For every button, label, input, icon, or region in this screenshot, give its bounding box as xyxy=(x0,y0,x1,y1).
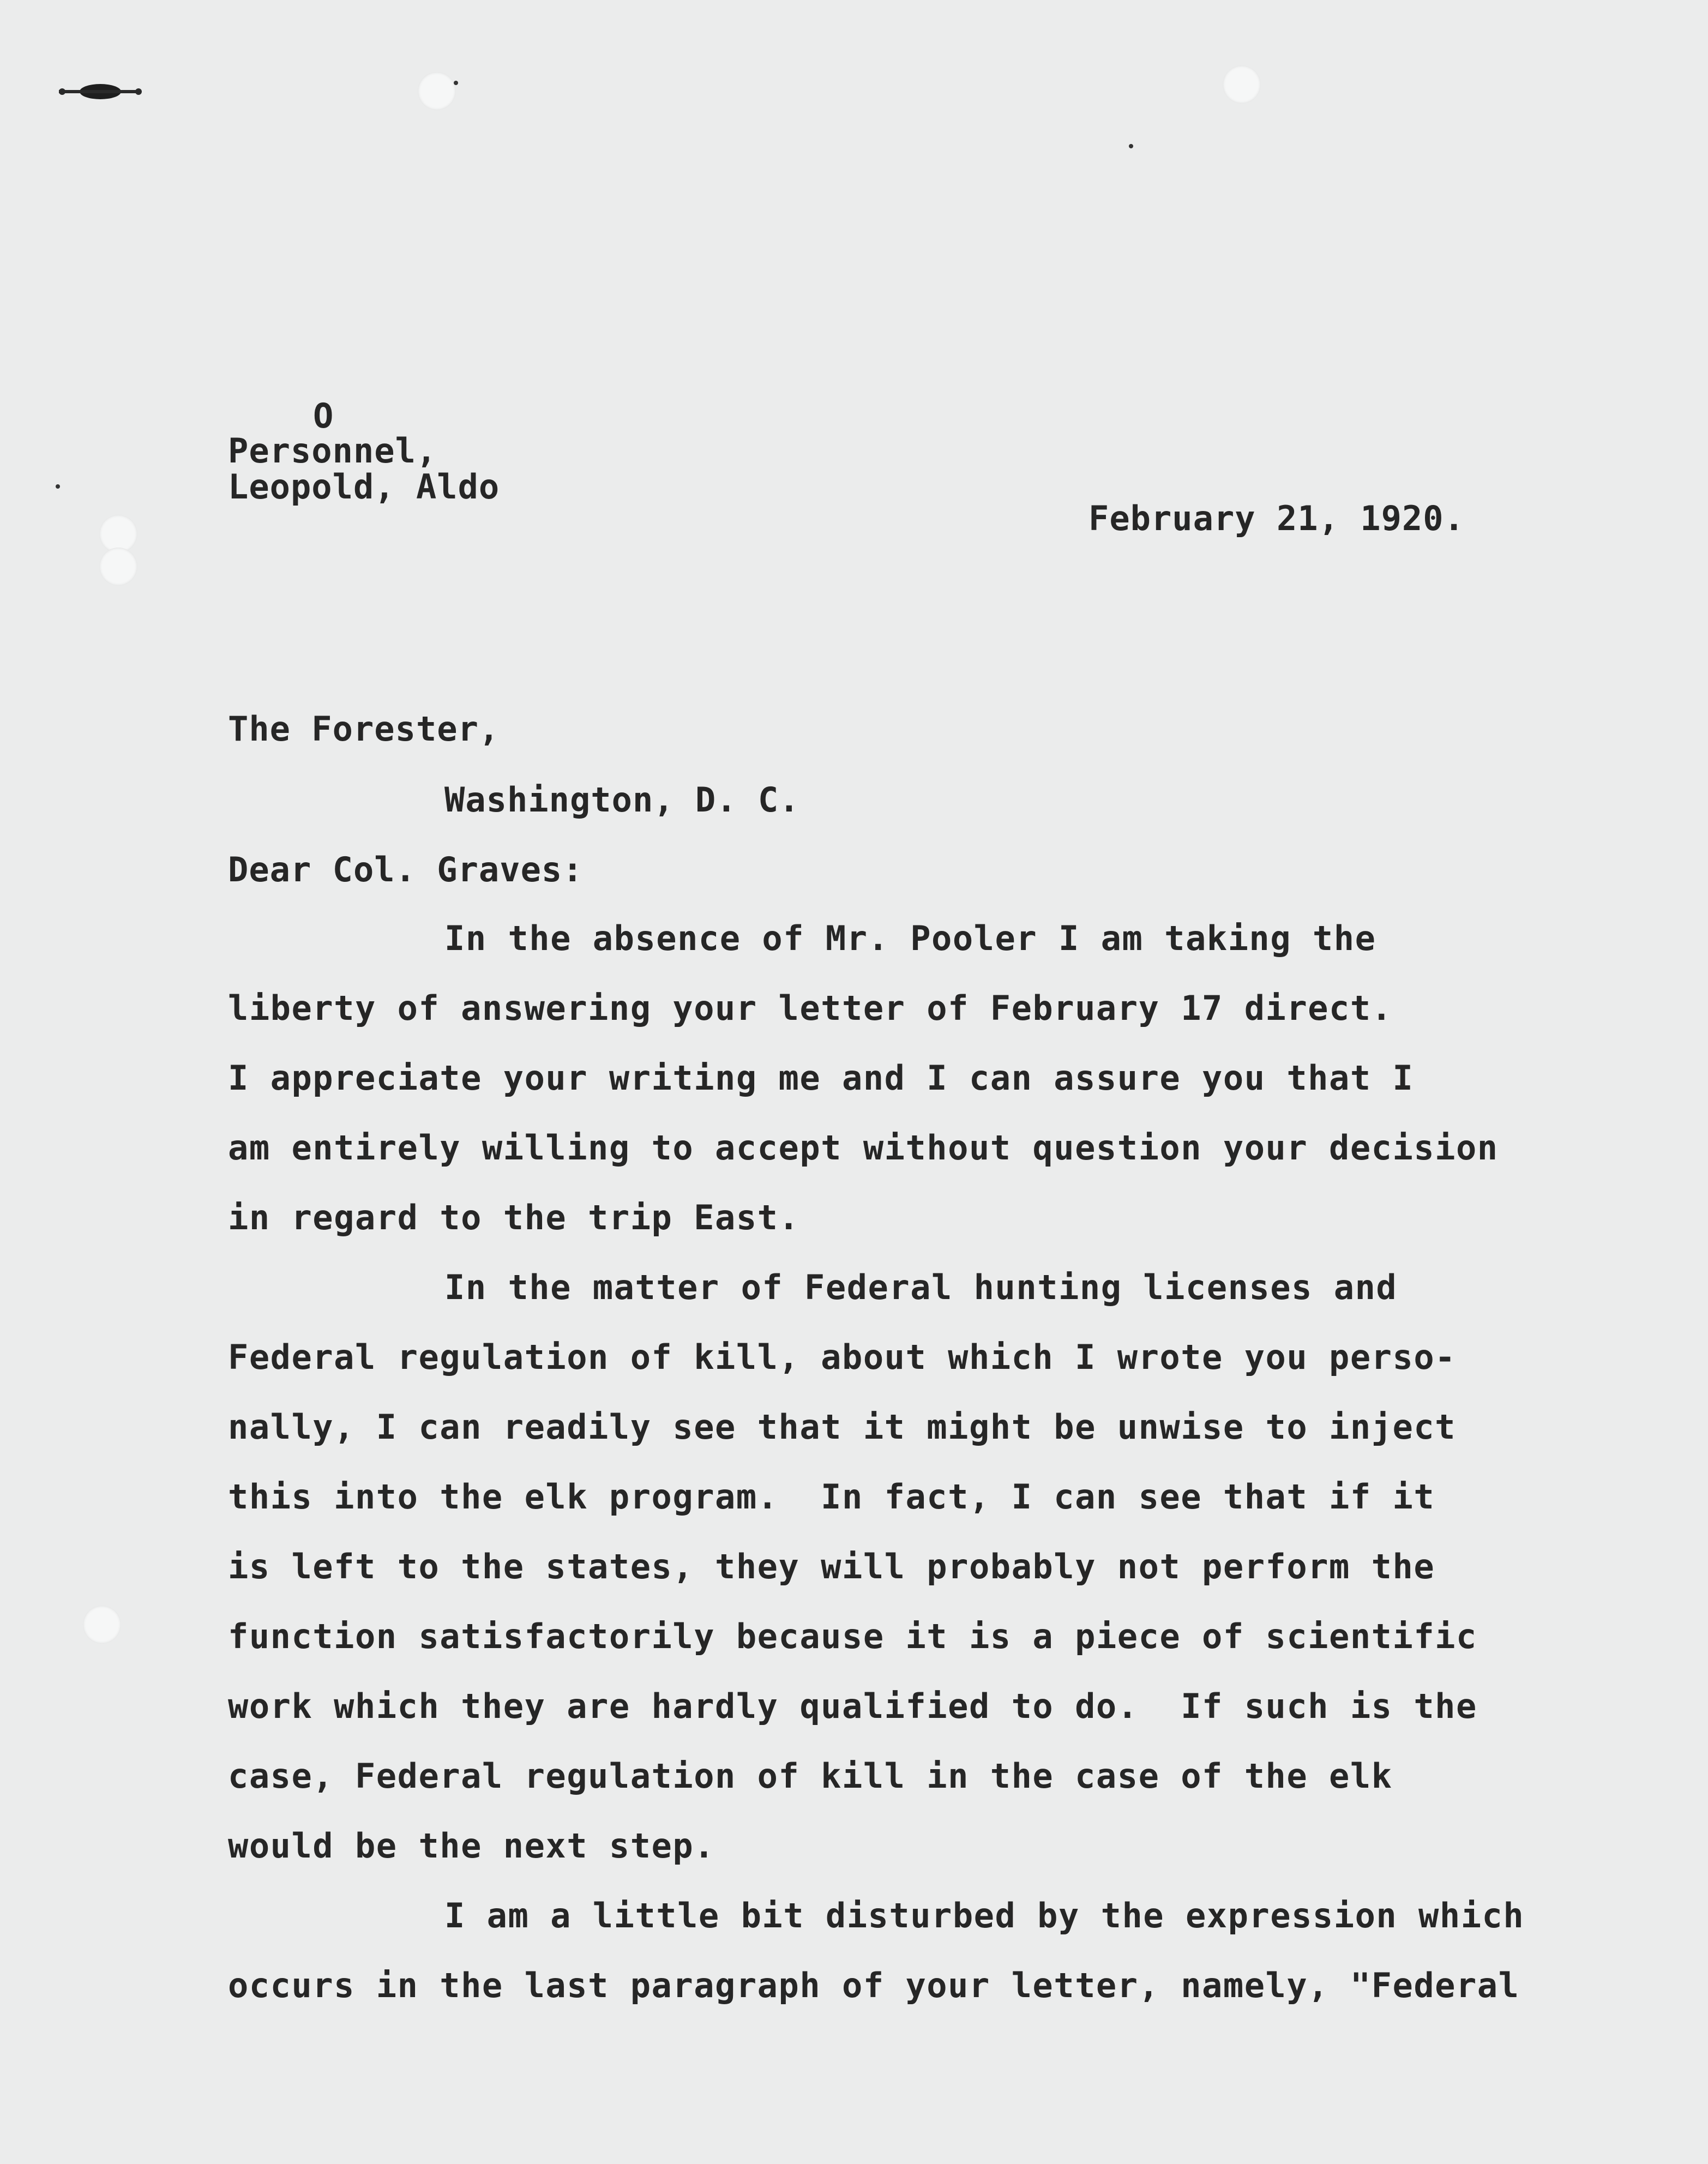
ink-speck xyxy=(1129,144,1133,148)
body-line: occurs in the last paragraph of your letter, namely, "Federal xyxy=(228,1965,1520,2005)
body-line: in regard to the trip East. xyxy=(228,1198,800,1237)
body-line: this into the elk program. In fact, I can see that if it xyxy=(228,1477,1435,1517)
body-line: nally, I can readily see that it might be unwise to inject xyxy=(228,1407,1456,1447)
body-line: Federal regulation of kill, about which I wrote you perso- xyxy=(228,1337,1456,1377)
ink-speck xyxy=(56,484,60,489)
punch-hole xyxy=(83,1606,121,1644)
recipient-location: Washington, D. C. xyxy=(444,780,800,820)
ink-speck xyxy=(454,81,458,85)
body-line: would be the next step. xyxy=(228,1826,715,1866)
body-line: I am a little bit disturbed by the expression which xyxy=(444,1896,1525,1935)
punch-hole xyxy=(418,72,456,110)
file-name: Leopold, Aldo xyxy=(228,467,500,507)
body-line: I appreciate your writing me and I can assure you that I xyxy=(228,1058,1414,1098)
recipient-title: The Forester, xyxy=(228,709,500,749)
body-line: am entirely willing to accept without question your decision xyxy=(228,1128,1499,1168)
body-line: In the matter of Federal hunting licenses and xyxy=(444,1267,1398,1307)
body-line: liberty of answering your letter of February 17 direct. xyxy=(228,988,1393,1028)
paper-clip-mark xyxy=(57,81,144,103)
punch-hole xyxy=(1223,65,1261,104)
body-line: case, Federal regulation of kill in the case of the elk xyxy=(228,1756,1393,1796)
file-mark: O xyxy=(313,396,334,436)
body-line: function satisfactorily because it is a piece of scientific xyxy=(228,1616,1477,1656)
file-category: Personnel, xyxy=(228,431,437,471)
letter-date: February 21, 1920. xyxy=(1088,498,1465,538)
body-line: is left to the states, they will probably not perform the xyxy=(228,1547,1435,1586)
body-line: work which they are hardly qualified to do. If such is the xyxy=(228,1686,1477,1726)
punch-hole xyxy=(99,548,137,586)
salutation: Dear Col. Graves: xyxy=(228,850,584,889)
body-line: In the absence of Mr. Pooler I am taking the xyxy=(444,918,1376,958)
